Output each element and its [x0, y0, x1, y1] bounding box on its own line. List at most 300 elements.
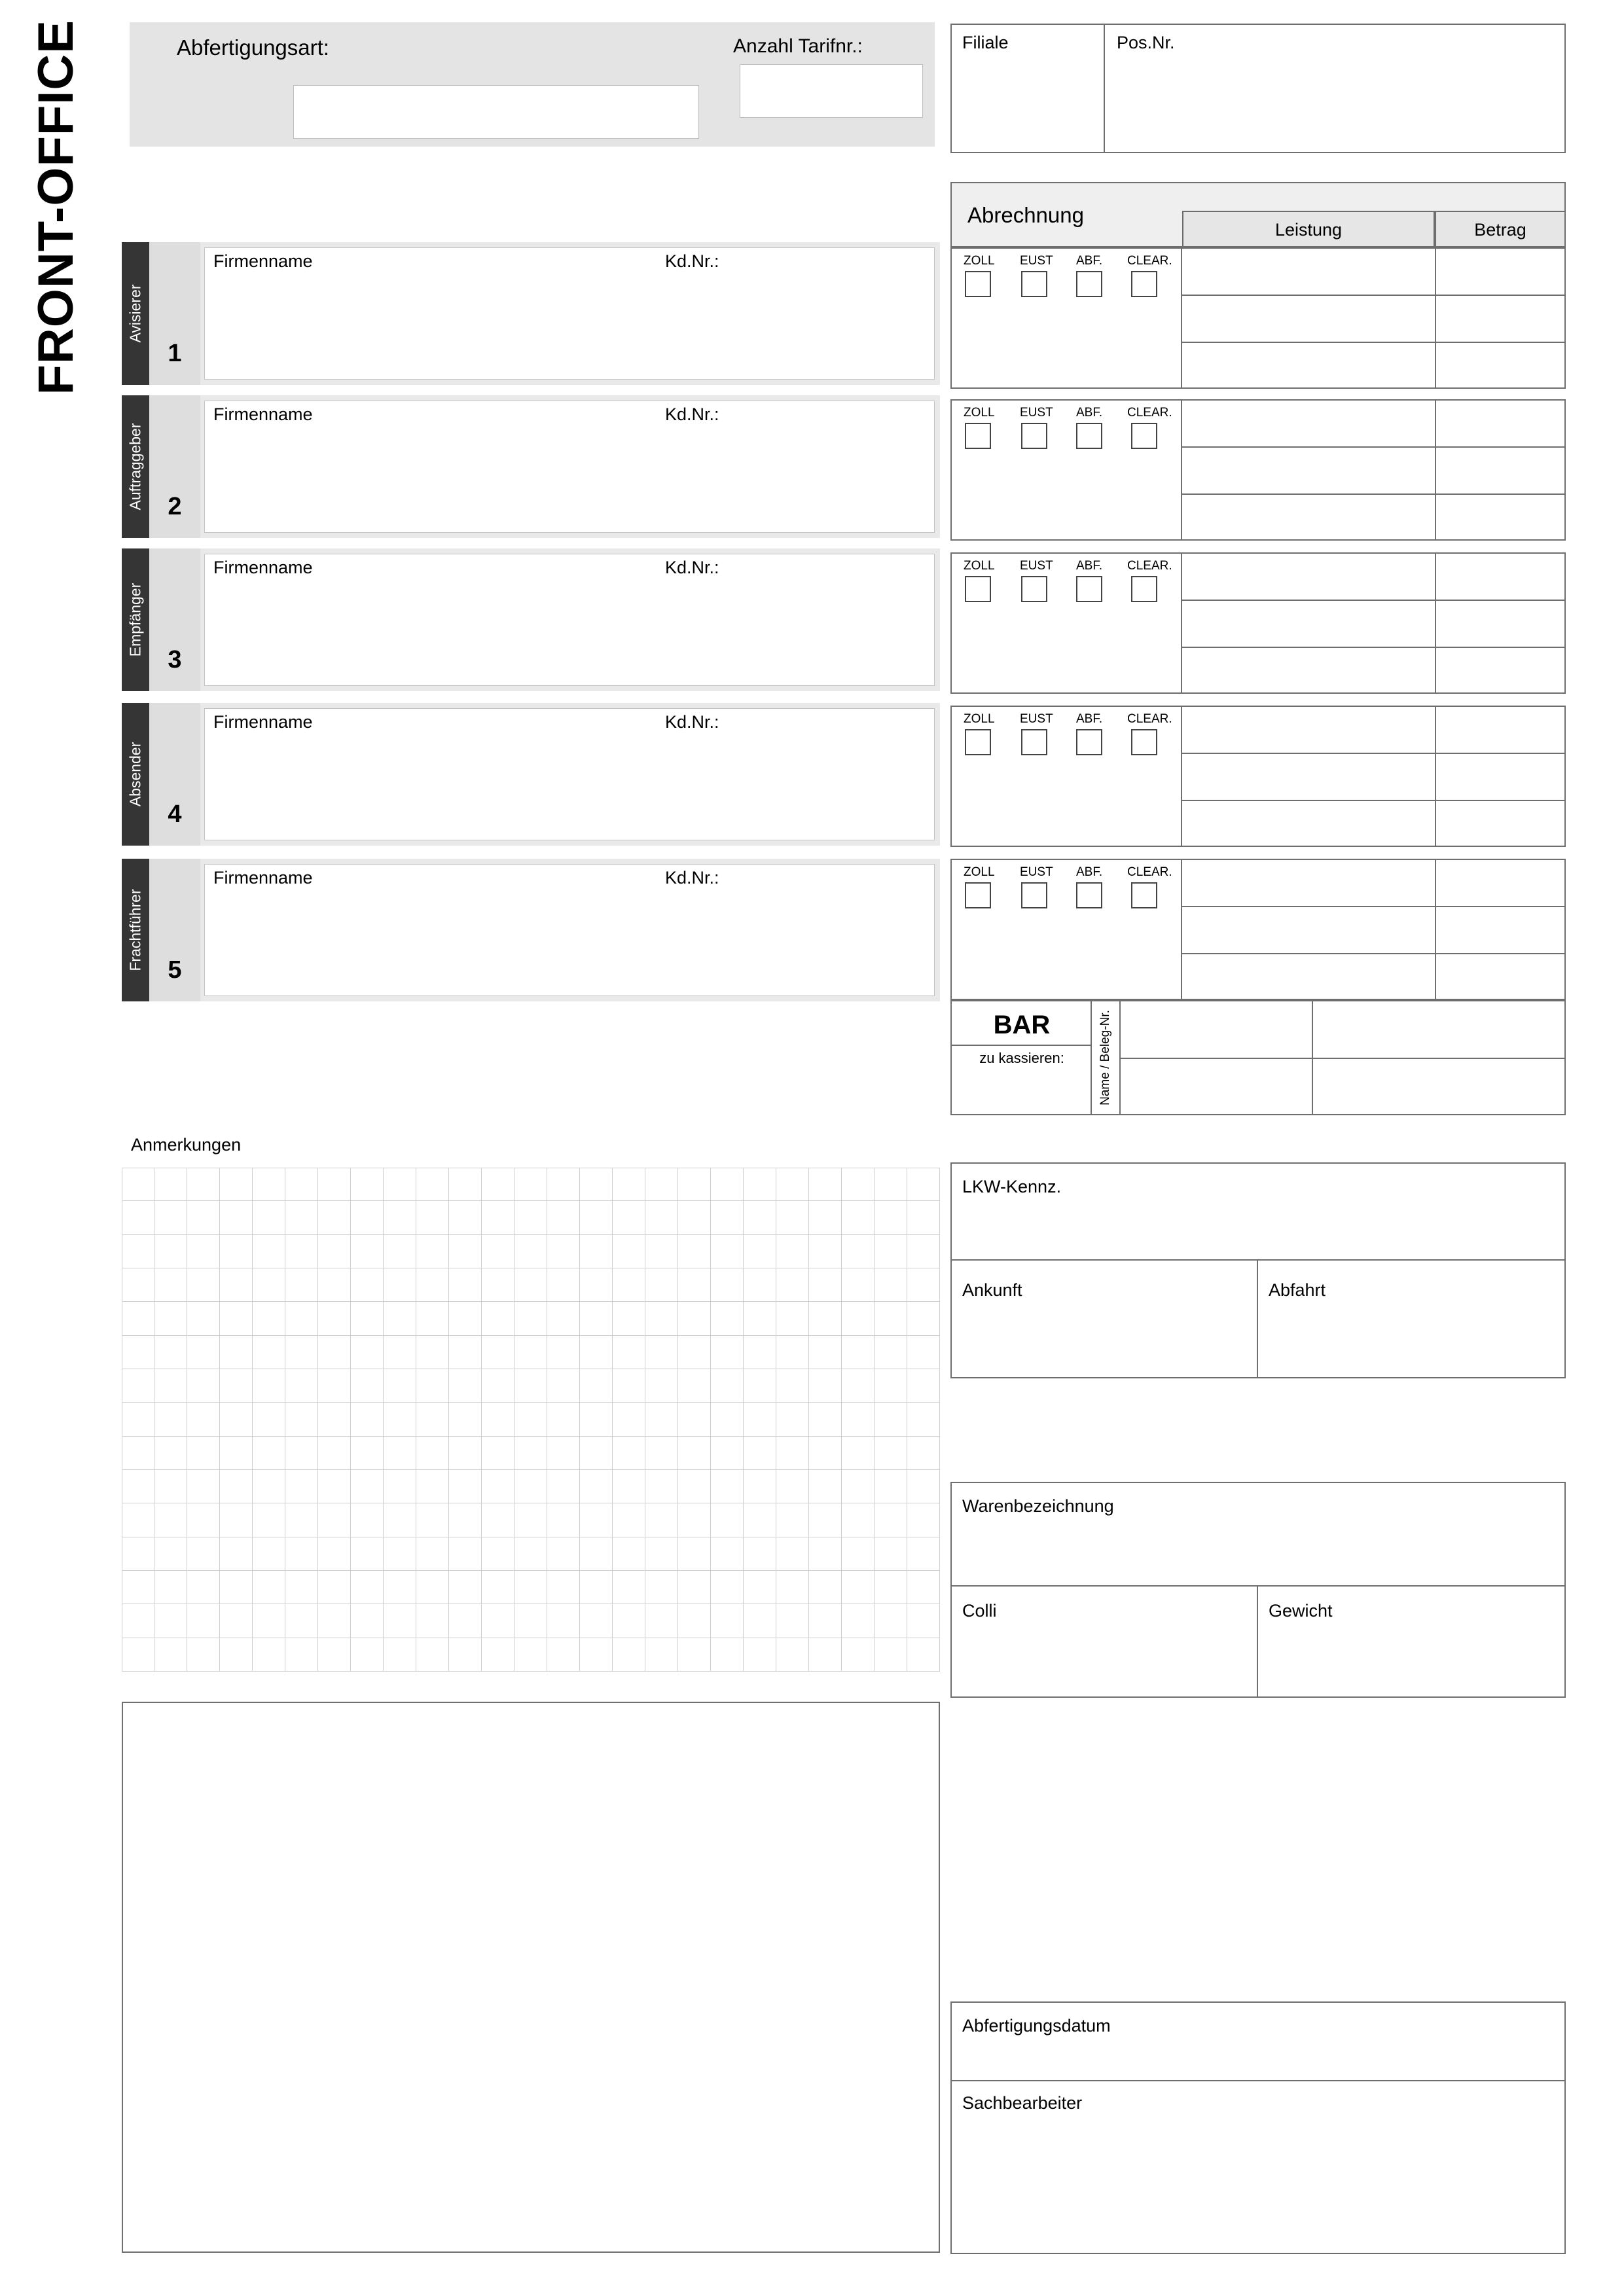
anmerkungen-cell[interactable] — [122, 1168, 154, 1201]
anmerkungen-cell[interactable] — [809, 1336, 842, 1369]
anmerkungen-cell[interactable] — [875, 1604, 907, 1638]
anmerkungen-cell[interactable] — [285, 1437, 318, 1470]
abrechnung-row-4[interactable] — [950, 706, 1566, 847]
anmerkungen-cell[interactable] — [613, 1638, 645, 1672]
anmerkungen-cell[interactable] — [449, 1302, 482, 1335]
anmerkungen-cell[interactable] — [384, 1470, 416, 1503]
anmerkungen-cell[interactable] — [809, 1302, 842, 1335]
anmerkungen-cell[interactable] — [384, 1403, 416, 1436]
anmerkungen-cell[interactable] — [220, 1235, 253, 1268]
anmerkungen-cell[interactable] — [416, 1470, 449, 1503]
anmerkungen-cell[interactable] — [220, 1268, 253, 1302]
anmerkungen-cell[interactable] — [514, 1470, 547, 1503]
anmerkungen-cell[interactable] — [318, 1235, 351, 1268]
anmerkungen-cell[interactable] — [416, 1268, 449, 1302]
anmerkungen-cell[interactable] — [580, 1302, 613, 1335]
anmerkungen-cell[interactable] — [122, 1201, 154, 1234]
anmerkungen-cell[interactable] — [482, 1638, 514, 1672]
anmerkungen-cell[interactable] — [907, 1168, 940, 1201]
anmerkungen-cell[interactable] — [776, 1604, 809, 1638]
anmerkungen-cell[interactable] — [220, 1168, 253, 1201]
anmerkungen-cell[interactable] — [253, 1604, 285, 1638]
anmerkungen-cell[interactable] — [678, 1437, 711, 1470]
anmerkungen-cell[interactable] — [122, 1302, 154, 1335]
anmerkungen-cell[interactable] — [744, 1503, 776, 1537]
anmerkungen-cell[interactable] — [875, 1302, 907, 1335]
party-row-1[interactable] — [122, 242, 940, 385]
anmerkungen-cell[interactable] — [482, 1336, 514, 1369]
party-row-3[interactable] — [122, 548, 940, 691]
anmerkungen-cell[interactable] — [547, 1168, 580, 1201]
anmerkungen-cell[interactable] — [645, 1336, 678, 1369]
anmerkungen-cell[interactable] — [318, 1537, 351, 1571]
anmerkungen-cell[interactable] — [318, 1302, 351, 1335]
abrechnung-amount-lines[interactable] — [1182, 554, 1564, 692]
anmerkungen-cell[interactable] — [547, 1537, 580, 1571]
party-input[interactable] — [204, 401, 935, 533]
anmerkungen-cell[interactable] — [384, 1537, 416, 1571]
anmerkungen-cell[interactable] — [514, 1503, 547, 1537]
anmerkungen-cell[interactable] — [449, 1268, 482, 1302]
anmerkungen-cell[interactable] — [187, 1537, 220, 1571]
anmerkungen-cell[interactable] — [285, 1537, 318, 1571]
anmerkungen-cell[interactable] — [514, 1201, 547, 1234]
anmerkungen-cell[interactable] — [187, 1369, 220, 1403]
anmerkungen-cell[interactable] — [547, 1201, 580, 1234]
anmerkungen-cell[interactable] — [351, 1604, 384, 1638]
anmerkungen-cell[interactable] — [776, 1235, 809, 1268]
anmerkungen-cell[interactable] — [842, 1571, 875, 1604]
anmerkungen-cell[interactable] — [122, 1604, 154, 1638]
anmerkungen-cell[interactable] — [744, 1168, 776, 1201]
anmerkungen-cell[interactable] — [416, 1302, 449, 1335]
anmerkungen-cell[interactable] — [907, 1437, 940, 1470]
anmerkungen-cell[interactable] — [514, 1638, 547, 1672]
anmerkungen-cell[interactable] — [220, 1638, 253, 1672]
anmerkungen-cell[interactable] — [711, 1470, 744, 1503]
anmerkungen-cell[interactable] — [416, 1168, 449, 1201]
anmerkungen-cell[interactable] — [285, 1571, 318, 1604]
anmerkungen-cell[interactable] — [449, 1235, 482, 1268]
anmerkungen-cell[interactable] — [449, 1168, 482, 1201]
anmerkungen-cell[interactable] — [318, 1437, 351, 1470]
anmerkungen-cell[interactable] — [842, 1369, 875, 1403]
anmerkungen-cell[interactable] — [842, 1503, 875, 1537]
anmerkungen-cell[interactable] — [744, 1268, 776, 1302]
anmerkungen-cell[interactable] — [613, 1437, 645, 1470]
anmerkungen-cell[interactable] — [318, 1201, 351, 1234]
anmerkungen-cell[interactable] — [776, 1302, 809, 1335]
anmerkungen-cell[interactable] — [744, 1638, 776, 1672]
anmerkungen-cell[interactable] — [482, 1302, 514, 1335]
anmerkungen-cell[interactable] — [122, 1571, 154, 1604]
party-input[interactable] — [204, 247, 935, 380]
anmerkungen-cell[interactable] — [907, 1403, 940, 1436]
anmerkungen-cell[interactable] — [744, 1571, 776, 1604]
anmerkungen-cell[interactable] — [809, 1403, 842, 1436]
anmerkungen-cell[interactable] — [220, 1537, 253, 1571]
anmerkungen-cell[interactable] — [351, 1537, 384, 1571]
anmerkungen-cell[interactable] — [253, 1638, 285, 1672]
anmerkungen-cell[interactable] — [416, 1437, 449, 1470]
anmerkungen-cell[interactable] — [907, 1302, 940, 1335]
anmerkungen-cell[interactable] — [547, 1604, 580, 1638]
anmerkungen-cell[interactable] — [547, 1403, 580, 1436]
anmerkungen-cell[interactable] — [122, 1235, 154, 1268]
anmerkungen-cell[interactable] — [122, 1537, 154, 1571]
anmerkungen-cell[interactable] — [809, 1201, 842, 1234]
anmerkungen-cell[interactable] — [875, 1571, 907, 1604]
anmerkungen-cell[interactable] — [253, 1537, 285, 1571]
anmerkungen-cell[interactable] — [122, 1470, 154, 1503]
anmerkungen-cell[interactable] — [678, 1302, 711, 1335]
anmerkungen-cell[interactable] — [253, 1302, 285, 1335]
anmerkungen-cell[interactable] — [482, 1503, 514, 1537]
anmerkungen-cell[interactable] — [776, 1571, 809, 1604]
anmerkungen-cell[interactable] — [187, 1604, 220, 1638]
anmerkungen-cell[interactable] — [351, 1235, 384, 1268]
anmerkungen-cell[interactable] — [416, 1604, 449, 1638]
anmerkungen-cell[interactable] — [351, 1638, 384, 1672]
anmerkungen-cell[interactable] — [645, 1604, 678, 1638]
anmerkungen-cell[interactable] — [122, 1437, 154, 1470]
footer-block[interactable] — [950, 2001, 1566, 2254]
anmerkungen-cell[interactable] — [907, 1369, 940, 1403]
anmerkungen-cell[interactable] — [645, 1638, 678, 1672]
checkbox-abf[interactable] — [1076, 729, 1102, 755]
anmerkungen-cell[interactable] — [547, 1470, 580, 1503]
anmerkungen-cell[interactable] — [744, 1369, 776, 1403]
anmerkungen-cell[interactable] — [547, 1437, 580, 1470]
anmerkungen-cell[interactable] — [220, 1470, 253, 1503]
anmerkungen-cell[interactable] — [187, 1201, 220, 1234]
anmerkungen-cell[interactable] — [449, 1638, 482, 1672]
abrechnung-amount-lines[interactable] — [1182, 707, 1564, 846]
anmerkungen-cell[interactable] — [842, 1403, 875, 1436]
anmerkungen-cell[interactable] — [711, 1537, 744, 1571]
anmerkungen-cell[interactable] — [318, 1571, 351, 1604]
anmerkungen-cell[interactable] — [776, 1437, 809, 1470]
anmerkungen-cell[interactable] — [384, 1336, 416, 1369]
anmerkungen-cell[interactable] — [744, 1604, 776, 1638]
anmerkungen-cell[interactable] — [744, 1235, 776, 1268]
anmerkungen-cell[interactable] — [613, 1168, 645, 1201]
anmerkungen-cell[interactable] — [482, 1470, 514, 1503]
anmerkungen-cell[interactable] — [514, 1537, 547, 1571]
anmerkungen-cell[interactable] — [384, 1571, 416, 1604]
anmerkungen-cell[interactable] — [384, 1604, 416, 1638]
anmerkungen-cell[interactable] — [875, 1201, 907, 1234]
anmerkungen-cell[interactable] — [678, 1369, 711, 1403]
anmerkungen-cell[interactable] — [154, 1168, 187, 1201]
anmerkungen-cell[interactable] — [482, 1369, 514, 1403]
anmerkungen-cell[interactable] — [482, 1403, 514, 1436]
anmerkungen-cell[interactable] — [318, 1168, 351, 1201]
anmerkungen-cell[interactable] — [154, 1571, 187, 1604]
anmerkungen-cell[interactable] — [187, 1302, 220, 1335]
abfertigungsart-input[interactable] — [293, 85, 699, 139]
anmerkungen-cell[interactable] — [645, 1302, 678, 1335]
checkbox-eust[interactable] — [1021, 882, 1047, 908]
anmerkungen-cell[interactable] — [875, 1168, 907, 1201]
bar-amount-lines[interactable] — [1121, 1001, 1564, 1114]
anmerkungen-cell[interactable] — [875, 1638, 907, 1672]
anmerkungen-cell[interactable] — [482, 1537, 514, 1571]
party-row-5[interactable] — [122, 859, 940, 1001]
anmerkungen-cell[interactable] — [482, 1268, 514, 1302]
anmerkungen-cell[interactable] — [449, 1201, 482, 1234]
anmerkungen-cell[interactable] — [122, 1268, 154, 1302]
checkbox-clear[interactable] — [1131, 271, 1157, 297]
anmerkungen-cell[interactable] — [253, 1437, 285, 1470]
anmerkungen-cell[interactable] — [351, 1437, 384, 1470]
anmerkungen-cell[interactable] — [187, 1470, 220, 1503]
anmerkungen-cell[interactable] — [678, 1537, 711, 1571]
anmerkungen-cell[interactable] — [220, 1403, 253, 1436]
anmerkungen-cell[interactable] — [384, 1168, 416, 1201]
anmerkungen-cell[interactable] — [416, 1235, 449, 1268]
anmerkungen-cell[interactable] — [842, 1168, 875, 1201]
anmerkungen-cell[interactable] — [416, 1638, 449, 1672]
anmerkungen-cell[interactable] — [613, 1503, 645, 1537]
anmerkungen-cell[interactable] — [645, 1369, 678, 1403]
anmerkungen-cell[interactable] — [285, 1470, 318, 1503]
anmerkungen-cell[interactable] — [776, 1201, 809, 1234]
anmerkungen-cell[interactable] — [449, 1537, 482, 1571]
abrechnung-row-2[interactable] — [950, 399, 1566, 541]
anmerkungen-cell[interactable] — [384, 1437, 416, 1470]
checkbox-eust[interactable] — [1021, 576, 1047, 602]
filiale-posnr-box[interactable] — [950, 24, 1566, 153]
anmerkungen-cell[interactable] — [842, 1201, 875, 1234]
anmerkungen-cell[interactable] — [711, 1336, 744, 1369]
anmerkungen-cell[interactable] — [482, 1201, 514, 1234]
anmerkungen-cell[interactable] — [809, 1537, 842, 1571]
anmerkungen-cell[interactable] — [187, 1503, 220, 1537]
anmerkungen-cell[interactable] — [776, 1369, 809, 1403]
anmerkungen-cell[interactable] — [645, 1235, 678, 1268]
abrechnung-row-5[interactable] — [950, 859, 1566, 1000]
anmerkungen-cell[interactable] — [482, 1168, 514, 1201]
anmerkungen-cell[interactable] — [220, 1336, 253, 1369]
anmerkungen-cell[interactable] — [514, 1336, 547, 1369]
abrechnung-amount-lines[interactable] — [1182, 249, 1564, 387]
anmerkungen-cell[interactable] — [678, 1268, 711, 1302]
anmerkungen-cell[interactable] — [580, 1470, 613, 1503]
anmerkungen-cell[interactable] — [449, 1336, 482, 1369]
anmerkungen-cell[interactable] — [580, 1168, 613, 1201]
anmerkungen-cell[interactable] — [547, 1369, 580, 1403]
anmerkungen-cell[interactable] — [154, 1437, 187, 1470]
anmerkungen-cell[interactable] — [285, 1604, 318, 1638]
anmerkungen-cell[interactable] — [449, 1604, 482, 1638]
anmerkungen-cell[interactable] — [253, 1571, 285, 1604]
anmerkungen-cell[interactable] — [580, 1503, 613, 1537]
anmerkungen-cell[interactable] — [907, 1537, 940, 1571]
party-input[interactable] — [204, 864, 935, 996]
anmerkungen-cell[interactable] — [253, 1336, 285, 1369]
anmerkungen-cell[interactable] — [285, 1201, 318, 1234]
anmerkungen-cell[interactable] — [776, 1268, 809, 1302]
anmerkungen-cell[interactable] — [907, 1503, 940, 1537]
anmerkungen-cell[interactable] — [514, 1369, 547, 1403]
anmerkungen-cell[interactable] — [187, 1336, 220, 1369]
anmerkungen-cell[interactable] — [613, 1537, 645, 1571]
anmerkungen-cell[interactable] — [351, 1302, 384, 1335]
anmerkungen-cell[interactable] — [678, 1503, 711, 1537]
anmerkungen-cell[interactable] — [154, 1403, 187, 1436]
checkbox-eust[interactable] — [1021, 271, 1047, 297]
anmerkungen-cell[interactable] — [678, 1201, 711, 1234]
anmerkungen-cell[interactable] — [547, 1336, 580, 1369]
anmerkungen-cell[interactable] — [351, 1470, 384, 1503]
anmerkungen-cell[interactable] — [416, 1369, 449, 1403]
anmerkungen-cell[interactable] — [253, 1268, 285, 1302]
anmerkungen-cell[interactable] — [613, 1403, 645, 1436]
anmerkungen-cell[interactable] — [744, 1403, 776, 1436]
anmerkungen-cell[interactable] — [514, 1268, 547, 1302]
anmerkungen-cell[interactable] — [645, 1201, 678, 1234]
anmerkungen-cell[interactable] — [351, 1403, 384, 1436]
anmerkungen-cell[interactable] — [318, 1604, 351, 1638]
anmerkungen-cell[interactable] — [580, 1403, 613, 1436]
anmerkungen-cell[interactable] — [809, 1268, 842, 1302]
anmerkungen-cell[interactable] — [613, 1571, 645, 1604]
anmerkungen-cell[interactable] — [580, 1235, 613, 1268]
anmerkungen-cell[interactable] — [187, 1437, 220, 1470]
anmerkungen-cell[interactable] — [122, 1336, 154, 1369]
checkbox-eust[interactable] — [1021, 423, 1047, 449]
anmerkungen-cell[interactable] — [744, 1302, 776, 1335]
anmerkungen-cell[interactable] — [711, 1235, 744, 1268]
anmerkungen-cell[interactable] — [907, 1470, 940, 1503]
anmerkungen-cell[interactable] — [875, 1503, 907, 1537]
anmerkungen-cell[interactable] — [711, 1604, 744, 1638]
party-input[interactable] — [204, 554, 935, 686]
anmerkungen-cell[interactable] — [449, 1437, 482, 1470]
anmerkungen-grid[interactable] — [122, 1168, 940, 1672]
anmerkungen-cell[interactable] — [285, 1235, 318, 1268]
anmerkungen-cell[interactable] — [416, 1537, 449, 1571]
anmerkungen-cell[interactable] — [875, 1235, 907, 1268]
anmerkungen-cell[interactable] — [842, 1638, 875, 1672]
anmerkungen-cell[interactable] — [776, 1537, 809, 1571]
anmerkungen-cell[interactable] — [809, 1571, 842, 1604]
checkbox-clear[interactable] — [1131, 576, 1157, 602]
anmerkungen-cell[interactable] — [253, 1201, 285, 1234]
anmerkungen-cell[interactable] — [253, 1503, 285, 1537]
anmerkungen-cell[interactable] — [809, 1503, 842, 1537]
anmerkungen-cell[interactable] — [645, 1470, 678, 1503]
checkbox-zoll[interactable] — [965, 576, 991, 602]
anmerkungen-cell[interactable] — [154, 1537, 187, 1571]
anmerkungen-cell[interactable] — [384, 1268, 416, 1302]
anmerkungen-cell[interactable] — [580, 1437, 613, 1470]
anmerkungen-cell[interactable] — [711, 1403, 744, 1436]
anmerkungen-cell[interactable] — [875, 1369, 907, 1403]
anmerkungen-cell[interactable] — [449, 1503, 482, 1537]
anmerkungen-cell[interactable] — [776, 1403, 809, 1436]
anmerkungen-cell[interactable] — [253, 1235, 285, 1268]
anmerkungen-cell[interactable] — [613, 1201, 645, 1234]
anmerkungen-cell[interactable] — [613, 1604, 645, 1638]
anmerkungen-cell[interactable] — [809, 1235, 842, 1268]
anmerkungen-cell[interactable] — [842, 1235, 875, 1268]
anmerkungen-cell[interactable] — [154, 1503, 187, 1537]
anmerkungen-cell[interactable] — [154, 1302, 187, 1335]
anmerkungen-cell[interactable] — [351, 1168, 384, 1201]
anmerkungen-cell[interactable] — [842, 1302, 875, 1335]
party-row-2[interactable] — [122, 395, 940, 538]
checkbox-eust[interactable] — [1021, 729, 1047, 755]
anmerkungen-cell[interactable] — [285, 1168, 318, 1201]
anmerkungen-cell[interactable] — [776, 1638, 809, 1672]
anmerkungen-cell[interactable] — [482, 1437, 514, 1470]
abrechnung-amount-lines[interactable] — [1182, 401, 1564, 539]
anmerkungen-cell[interactable] — [351, 1201, 384, 1234]
anmerkungen-cell[interactable] — [547, 1503, 580, 1537]
anmerkungen-cell[interactable] — [678, 1571, 711, 1604]
anmerkungen-cell[interactable] — [613, 1470, 645, 1503]
anmerkungen-cell[interactable] — [514, 1302, 547, 1335]
anmerkungen-cell[interactable] — [318, 1369, 351, 1403]
anmerkungen-cell[interactable] — [122, 1403, 154, 1436]
anmerkungen-cell[interactable] — [645, 1168, 678, 1201]
anmerkungen-cell[interactable] — [351, 1369, 384, 1403]
anmerkungen-cell[interactable] — [351, 1336, 384, 1369]
anmerkungen-cell[interactable] — [416, 1201, 449, 1234]
anmerkungen-cell[interactable] — [776, 1470, 809, 1503]
anmerkungen-cell[interactable] — [875, 1437, 907, 1470]
anmerkungen-cell[interactable] — [809, 1168, 842, 1201]
anmerkungen-cell[interactable] — [449, 1403, 482, 1436]
anmerkungen-cell[interactable] — [285, 1336, 318, 1369]
anmerkungen-cell[interactable] — [678, 1168, 711, 1201]
anmerkungen-cell[interactable] — [776, 1503, 809, 1537]
checkbox-clear[interactable] — [1131, 882, 1157, 908]
anmerkungen-cell[interactable] — [678, 1638, 711, 1672]
anmerkungen-cell[interactable] — [580, 1201, 613, 1234]
anmerkungen-cell[interactable] — [122, 1638, 154, 1672]
anmerkungen-cell[interactable] — [253, 1403, 285, 1436]
anmerkungen-cell[interactable] — [776, 1168, 809, 1201]
anmerkungen-cell[interactable] — [678, 1604, 711, 1638]
anmerkungen-cell[interactable] — [449, 1470, 482, 1503]
anmerkungen-cell[interactable] — [154, 1604, 187, 1638]
anmerkungen-cell[interactable] — [547, 1268, 580, 1302]
anmerkungen-cell[interactable] — [416, 1403, 449, 1436]
anmerkungen-cell[interactable] — [187, 1403, 220, 1436]
checkbox-clear[interactable] — [1131, 729, 1157, 755]
anmerkungen-cell[interactable] — [351, 1268, 384, 1302]
anmerkungen-cell[interactable] — [711, 1503, 744, 1537]
anmerkungen-cell[interactable] — [776, 1336, 809, 1369]
anmerkungen-cell[interactable] — [809, 1638, 842, 1672]
anmerkungen-cell[interactable] — [318, 1503, 351, 1537]
anmerkungen-cell[interactable] — [645, 1571, 678, 1604]
checkbox-abf[interactable] — [1076, 576, 1102, 602]
anmerkungen-cell[interactable] — [318, 1268, 351, 1302]
anmerkungen-cell[interactable] — [318, 1638, 351, 1672]
anmerkungen-cell[interactable] — [285, 1503, 318, 1537]
anmerkungen-cell[interactable] — [547, 1235, 580, 1268]
anmerkungen-cell[interactable] — [842, 1470, 875, 1503]
anmerkungen-cell[interactable] — [711, 1168, 744, 1201]
anmerkungen-cell[interactable] — [580, 1638, 613, 1672]
anmerkungen-cell[interactable] — [253, 1369, 285, 1403]
anmerkungen-cell[interactable] — [907, 1336, 940, 1369]
anmerkungen-cell[interactable] — [318, 1470, 351, 1503]
